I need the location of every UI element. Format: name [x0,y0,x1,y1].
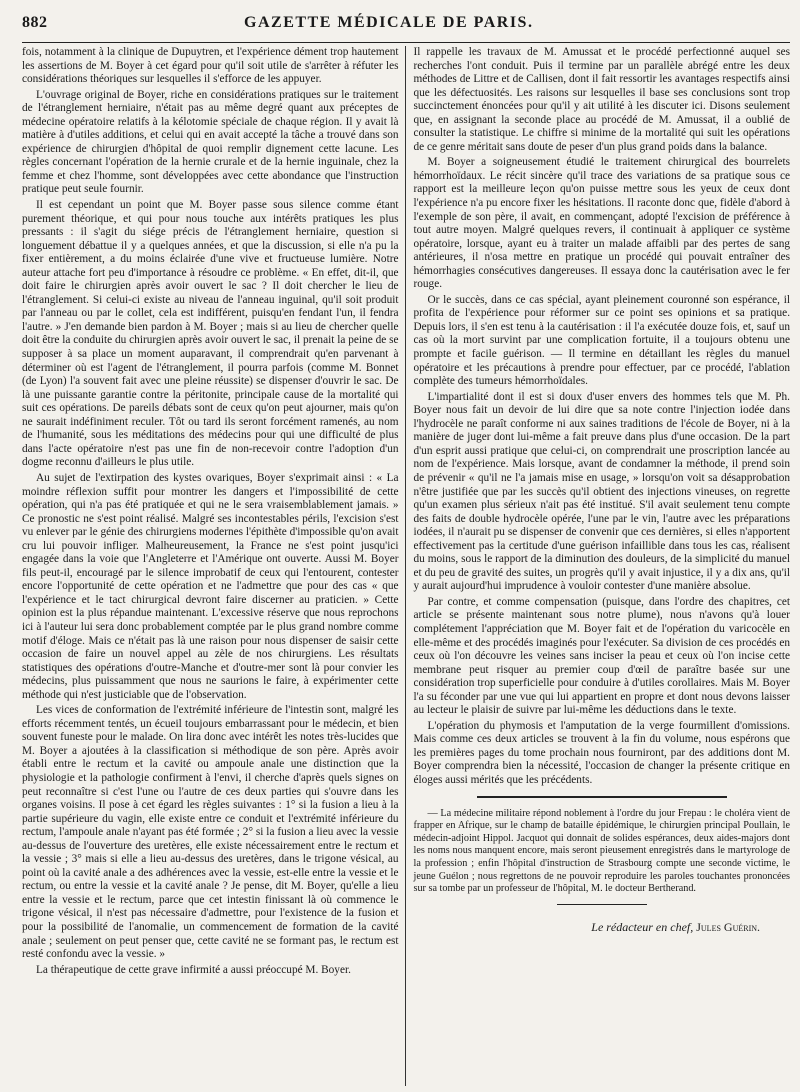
paragraph: Au sujet de l'extirpation des kystes ovariques, Boyer s'exprimait ainsi : « La moindre réflexion suffit pour montrer les dangers et l'impossibilité de cette opération, qui n'a pas été pratiquée et qui ne le sera vraisemblablement jamais. » Ce pronostic ne s'est point réalisé. Malgré ses incontestables périls, l'excision s'est vu enlever par le génie des chirurgiens modernes l'épithète d'impossible qu'on avait cru lui pouvoir infliger. Malheureusement, la France ne s'est point jusqu'ici engagée dans la voie que l'Angleterre et l'Amérique ont ouverte. Aussi M. Boyer fils peut-il, encouragé par le silence improbatif de ceux qui l'entourent, contester encore l'opportunité de cette opération et ne l'admettre que pour des cas « que l'expérience et le tact chirurgical devront faire discerner au praticien. » Cette opinion est la plus répandue maintenant. L'excessive réserve que nous reprochons ici à l'auteur lui sera donc probablement comptée par le plus grand nombre comme motif d'éloge. Mais ce n'était pas là une raison pour nous dispenser de saisir cette occasion de faire un nouvel appel au zèle de nos chirurgiens. Les résultats statistiques des opérations d'outre-Manche et d'outre-mer sont là pour convier les médecins, plus puissamment que nous ne saurions le faire, à expérimenter cette méthode qui n'est justiciable que de l'observation. [22,471,399,701]
article-columns [22,46,790,1086]
paragraph: Il est cependant un point que M. Boyer passe sous silence comme étant purement théorique, et qui pour nous touche aux intérêts pratiques les plus pressants : il s'agit du siége précis de l'étranglement herniaire, question si longuement débattue il y a quelques années, et que la discussion, si elle n'a pu la fixer entièrement, a du moins éclairée d'une vive et fructueuse lumière. Notre auteur attache fort peu d'importance à résoudre ce problème. « En effet, dit-il, que doit faire le chirurgien après avoir ouvert le sac ? Il doit chercher le lieu de l'étranglement. Si celui-ci existe au niveau de l'anneau inguinal, qu'il soit produit par l'anneau ou par le collet, cela est indifférent, puisqu'en fendant l'un, il fendra l'autre. » J'en demande bien pardon à M. Boyer ; mais si au lieu de chercher quelle doit être la conduite du chirurgien après avoir ouvert le sac, il prenait la peine de se supposer à sa place un moment auparavant, il comprendrait qu'en parvenant à déterminer où est l'agent de l'étranglement, il pourra parfois (comme M. Bonnet (de Lyon) l'a souvent fait avec une pleine réussite) se dispenser d'ouvrir le sac. De là une puissante garantie contre la péritonite, principale cause de la mortalité qui suit ces opérations. De pareils débats sont de ceux qu'on peut ajourner, mais qu'on ne saurait indéfiniment reculer. Tôt ou tard ils seront forcément ramenés, au nom de l'humanité, sous les méditations des médecins pour qui une difficulté de plus dans l'acte opératoire n'est pas une fin de non-recevoir contre l'adoption d'un dogme reconnu d'ailleurs le plus utile. [22,199,399,469]
column-divider [405,46,406,1086]
paragraph: La thérapeutique de cette grave infirmité a aussi préoccupé M. Boyer. [36,963,351,976]
paragraph: L'ouvrage original de Boyer, riche en considérations pratiques sur le traitement de l'étranglement herniaire, n'était pas au même degré quant aux préceptes de médecine opératoire relatifs à la kélotomie spéciale de chaque région. Il y avait là matière à d'utiles additions, et celui qui en avait accepté la tâche a trouvé dans son expérience de chirurgien d'hôpital de quoi remplir dignement cette lacune. Les règles concernant l'opération de la hernie crurale et de la hernie inguinale, chez la femme et chez l'homme, sont développées avec cette abondance que l'instruction pratique peut seule fournir. [22,88,399,196]
left-column [22,46,405,1086]
paragraph: Les vices de conformation de l'extrémité inférieure de l'intestin sont, malgré les efforts récemment tentés, un écueil toujours embarrassant pour le médecin, et bien souvent funeste pour le malade. On lira donc avec intérêt les notes très-lucides que M. Boyer a ajoutées à la classification si méthodique de son père. Après avoir établi entre le rectum et la cavité ou ampoule anale une distinction que la physiologie et la pathologie confirment à l'envi, il cherche d'après quels signes on peut reconnaître si c'est l'une ou l'autre de ces deux parties qui s'ouvre dans les organes voisins. Il pose à cet égard les règles suivantes : 1° si la fusion a lieu à la partie supérieure du vagin, elle existe entre ce conduit et l'extrémité inférieure du rectum, l'ampoule anale n'ayant pas été formée ; 2° si la fusion a lieu avec la vessie au-dessus de l'ouverture des uretères, elle existe nécessairement entre le rectum et la vessie ; 3° mais si elle a lieu au-dessus des uretères, dans le trigone vésical, au point où la cavité anale a des adhérences avec la vessie, est-elle entre la vessie et le rectum, ou entre la vessie et la cavité anale ? Je pense, dit M. Boyer, qu'elle a lieu entre la vessie et le rectum, parce que cet intestin finissant là où commence le trigone vésical, il n'est pas nécessaire d'admettre, pour l'existence de la fusion et pour la possibilité de l'anomalie, un commencement de formation de la cavité anale ; seulement on peut penser que, cette cavité ne se formant pas, le rectum est resté confondu avec la vessie. » [22,704,399,961]
editor-signature [414,921,791,935]
page-number: 882 [22,14,48,31]
page-header [22,14,790,43]
paragraph: M. Boyer a soigneusement étudié le traitement chirurgical des bourrelets hémorrhoïdaux. Le récit sincère qu'il trace des variations de sa pratique sous ce rapport est la meilleure leçon qu'on puisse mettre sous les yeux de ceux dont l'expérience n'a pu encore fixer les hésitations. Il raconte donc que, fidèle d'abord à l'exemple de son père, il avait, en commençant, adopté l'excision de préférence à tout autre moyen. Malgré quelques revers, il continuait à appliquer ce système opératoire, lorsque, ayant eu à traiter un malade affaibli par des pertes de sang antérieures, il n'osa mettre en pratique un procédé qui pouvait entraîner des hémorrhagies consécutives dangereuses. Il essaya donc la cautérisation avec le fer rouge. [413,156,791,291]
section-rule [477,796,727,798]
paragraph: fois, notamment à la clinique de Dupuytren, et l'expérience dément trop hautement les assertions de M. Boyer à cet égard pour qu'il soit utile de s'arrêter à réfuter les considérations théoriques sur lesquelles il s'efforce de les appuyer. [22,46,399,86]
paragraph: Il rappelle les travaux de M. Amussat et le procédé perfectionné auquel ses recherches l'ont conduit. Puis il termine par un parallèle abrégé entre les deux méthodes de Littre et de Callisen, dont il fait ressortir les avantages respectifs ainsi que les défectuosités. Les raisons sur lesquelles il base ses conclusions sont trop succinctement énoncées pour qu'il y ait utilité à les discuter ici. Disons seulement que, en assignant la seconde place au procédé de M. Amussat, il a oublié de consulter la statistique. Le chiffre si minime de la mortalité qui suit les opérations de ce genre méritait sans doute de peser d'un plus grand poids dans la balance. [413,46,791,153]
paragraph: L'opération du phymosis et l'amputation de la verge fourmillent d'omissions. Mais comme ces deux articles se trouvent à la fin du volume, nous espérons que les premières pages du tome prochain nous fourniront, par des additions dont M. Boyer comprendra bien la nécessité, l'occasion de changer la présente critique en éloges aussi mérités que les précédents. [413,719,791,786]
paragraph: Par contre, et comme compensation (puisque, dans l'ordre des chapitres, cet article se présente maintenant sous notre plume), nous n'avons qu'à louer complétement l'appréciation que M. Boyer fait et de l'opération du varicocèle en elle-même et des procédés imaginés pour l'exécuter. Sa division de ces procédés en ceux où l'on découvre les veines sans inciser la peau et ceux où l'on incise cette membrane peut risquer au premier coup d'œil de paraître basée sur une considération trop superficielle pour conduire à d'utiles corollaires. Mais M. Boyer l'a su féconder par une vue qui lui appartient en propre et dont nous devons laisser au lecteur le plaisir de suivre par lui-même les déductions dans le texte. [413,595,791,717]
paragraph: L'impartialité dont il est si doux d'user envers des hommes tels que M. Ph. Boyer nous fait un devoir de lui dire que sa note contre l'injection iodée dans l'hydrocèle ne paraît conforme ni aux saines traditions de l'école de Boyer, ni à la manière de juger dont lui-même a fait preuve dans plus d'une occasion. De la part d'un esprit aussi pratique que celui-ci, on comprendrait une proscription lancée au nom de l'expérience. Mais lorsque, avant de condamner la méthode, il prend soin de prévenir « qu'il ne l'a jamais mise en usage, » lorsqu'on voit sa désapprobation n'être justifiée que par les succès qu'il obtient des injections vineuses, on regrette qu'un examen plus sérieux n'ait pas été institué. S'il avait seulement tenu compte des faits de double hydrocèle opérée, l'une par le vin, l'autre avec les préparations iodées, il n'aurait pu se dispenser de convenir que ces dernières, si elles n'apportent effectivement pas la certitude d'une guérison infaillible dans tous les cas, réalisent du moins, sous le rapport de la diminution des douleurs, de la simplicité du manuel et du peu de gravité des suites, un progrès qu'il y avait injustice, il y a dix ans, qu'il y aurait aujourd'hui imprudence à vouloir contester d'une manière absolue. [413,390,791,593]
necrology-notice [414,808,791,896]
journal-title: GAZETTE MÉDICALE DE PARIS. [244,14,534,31]
right-column [412,46,791,1086]
closing-rule [557,904,647,905]
necrology-paragraph: — La médecine militaire répond noblement à l'ordre du jour Frepau : le choléra vient de frapper en Afrique, sur le champ de bataille épidémique, le chirurgien principal Poullain, le médecin-adjoint Hippol. Jacquot qui donnait de solides espérances, deux aides-majors dont les noms nous manquent encore, mais seront pieusement enregistrés dans le martyrologe de la profession ; enfin l'hôpital d'instruction de Strasbourg compte une seconde victime, le jeune Guélon ; nous regrettons de ne pouvoir reproduire les paroles touchantes prononcées sur sa tombe par un professeur de l'hôpital, M. le docteur Bertherand. [413,807,791,895]
signature-label: Le rédacteur en chef, [591,919,694,934]
signature-name: Jules Guérin. [696,919,761,934]
paragraph: Or le succès, dans ce cas spécial, ayant pleinement couronné son espérance, il profita de l'expérience pour réformer sur ce point ses opinions et sa pratique. Depuis lors, il s'en est tenu à la cautérisation : il l'a exécutée douze fois, et, sauf un cas où la mort survint par une complication fortuite, il a toujours obtenu une prompte et facile guérison. — Il termine en détaillant les règles du manuel opératoire et les précautions à prendre pour effectuer, par ce procédé, l'ablation complète des tumeurs hémorrhoïdales. [413,293,791,388]
